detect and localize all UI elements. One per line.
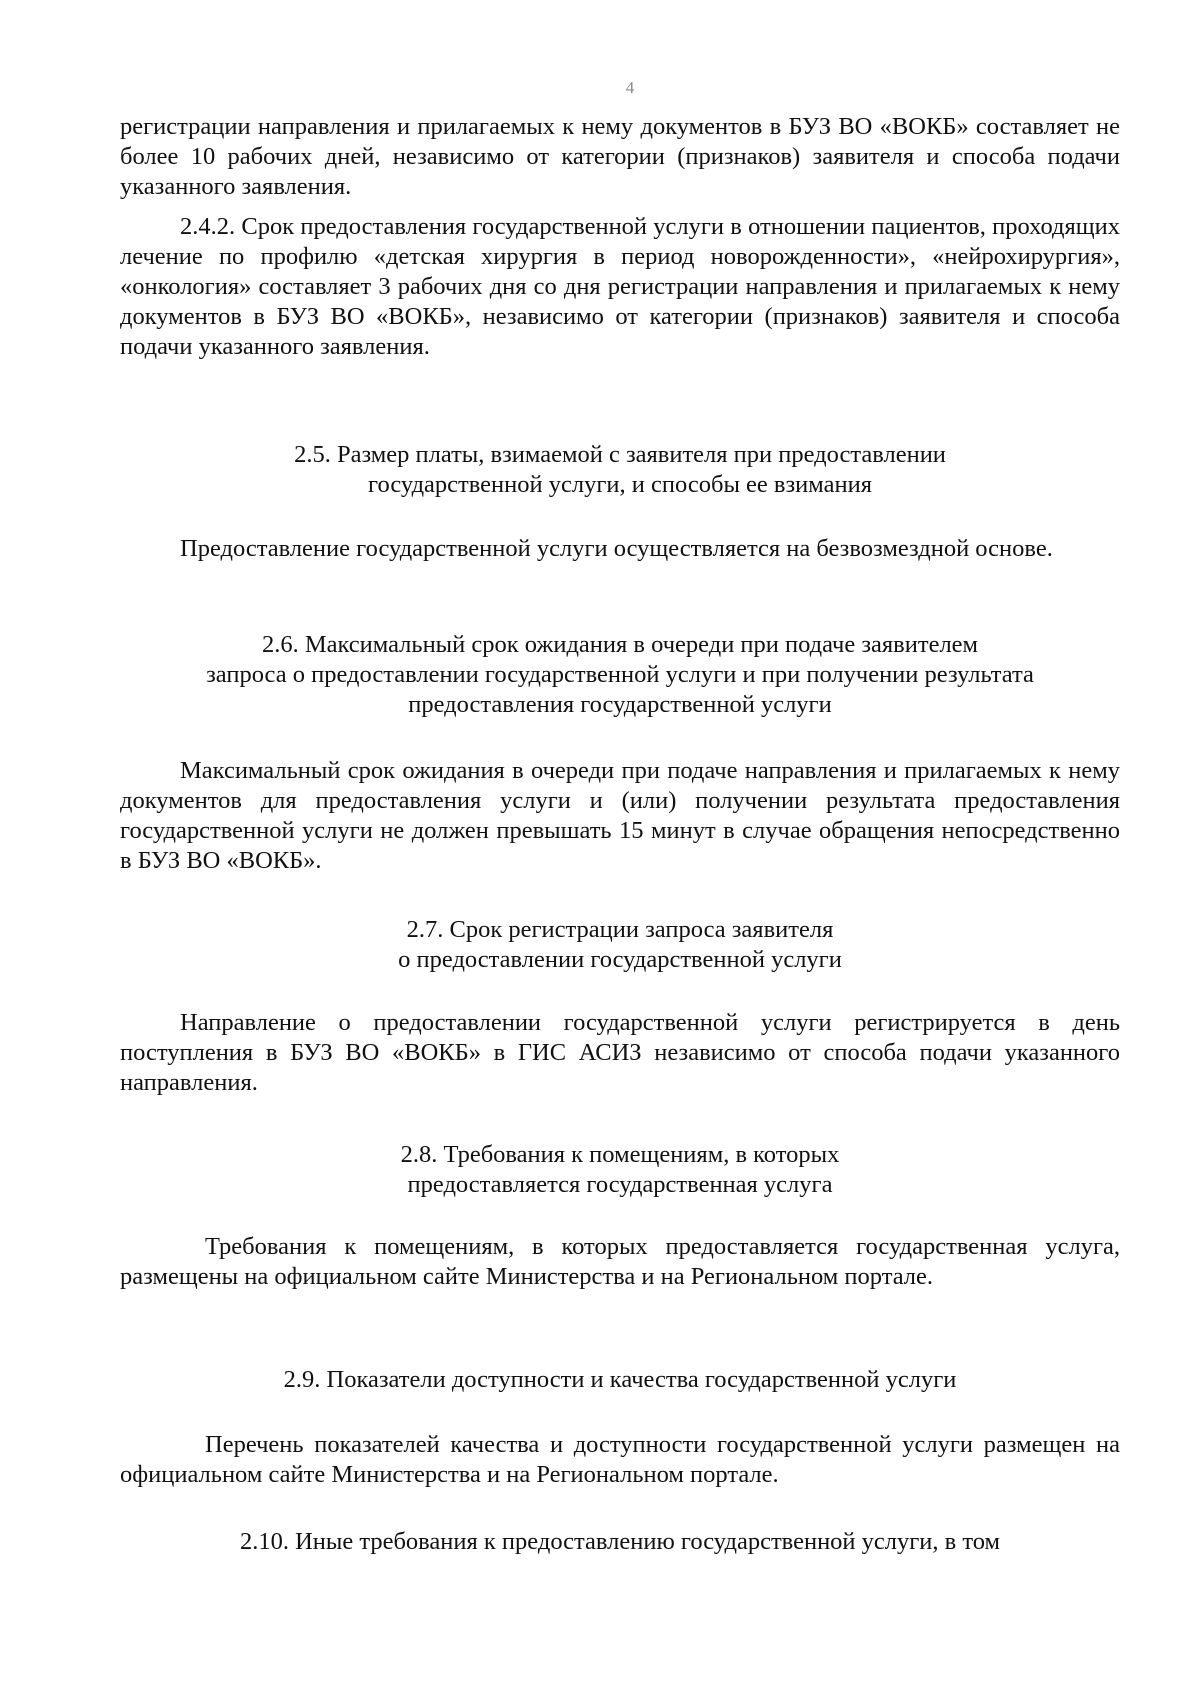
section-heading-2-10 <box>120 1527 1120 1557</box>
heading-line: государственной услуги, и способы ее взимания <box>368 471 872 498</box>
heading-line: о предоставлении государственной услуги <box>398 946 842 973</box>
section-heading-2-8 <box>120 1140 1120 1200</box>
heading-line: запроса о предоставлении государственной услуги и при получении результата <box>206 661 1034 688</box>
paragraph-fee: Предоставление государственной услуги осуществляется на безвозмездной основе. <box>180 535 1053 562</box>
section-heading-2-9 <box>120 1365 1120 1395</box>
paragraph-registration-day: Направление о предоставлении государственной услуги регистрируется в день поступления в БУЗ ВО «ВОКБ» в ГИС АСИЗ независимо от способа подачи указанного направления. <box>120 1009 1120 1096</box>
heading-line: 2.5. Размер платы, взимаемой с заявителя при предоставлении <box>294 441 946 468</box>
paragraph-waiting-time: Максимальный срок ожидания в очереди при подаче направления и прилагаемых к нему документов для предоставления услуги и (или) получении результата предоставления государственной услуги не должен превышать 15 минут в случае обращения непосредственно в БУЗ ВО «ВОКБ». <box>120 757 1120 874</box>
heading-line: предоставляется государственная услуга <box>407 1171 833 1198</box>
section-heading-2-6 <box>120 630 1120 720</box>
section-heading-2-5 <box>120 440 1120 500</box>
heading-line: 2.9. Показатели доступности и качества государственной услуги <box>283 1366 957 1393</box>
heading-line: 2.8. Требования к помещениям, в которых <box>400 1141 840 1168</box>
heading-line: предоставления государственной услуги <box>408 691 832 718</box>
heading-line: 2.10. Иные требования к предоставлению государственной услуги, в том <box>239 1528 1001 1555</box>
page-number: 4 <box>625 78 635 97</box>
paragraph-2-4-2: 2.4.2. Срок предоставления государственной услуги в отношении пациентов, проходящих лечение по профилю «детская хирургия в период новорожденности», «нейрохирургия», «онкология» составляет 3 рабочих дня со дня регистрации направления и прилагаемых к нему документов в БУЗ ВО «ВОКБ», независимо от категории (признаков) заявителя и способа подачи указанного заявления. <box>120 213 1120 360</box>
section-heading-2-7 <box>120 915 1120 975</box>
paragraph-premises-requirements: Требования к помещениям, в которых предоставляется государственная услуга, размещены на официальном сайте Министерства и на Региональном портале. <box>120 1233 1120 1290</box>
paragraph-quality-indicators: Перечень показателей качества и доступности государственной услуги размещен на официальном сайте Министерства и на Региональном портале. <box>120 1431 1120 1488</box>
heading-line: 2.6. Максимальный срок ожидания в очереди при подаче заявителем <box>261 631 979 658</box>
heading-line: 2.7. Срок регистрации запроса заявителя <box>406 916 834 943</box>
paragraph-registration-term: регистрации направления и прилагаемых к нему документов в БУЗ ВО «ВОКБ» составляет не более 10 рабочих дней, независимо от категории (признаков) заявителя и способа подачи указанного заявления. <box>120 113 1120 200</box>
